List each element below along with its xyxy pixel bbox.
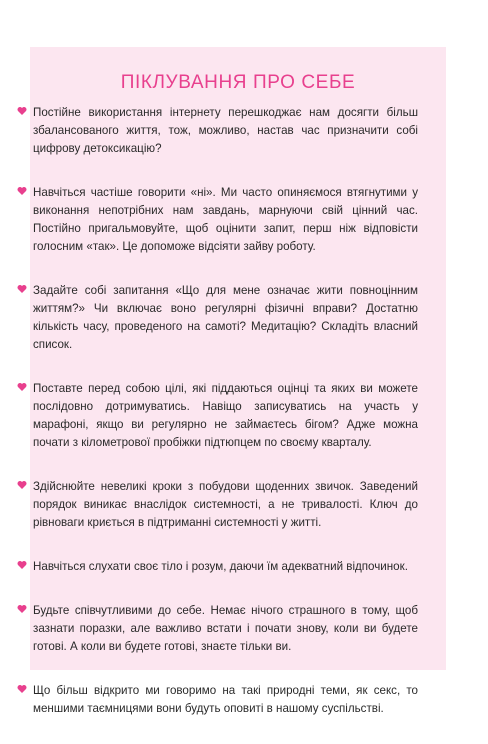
tip-text: Навчіться частіше говорити «ні». Ми часто опиняємося втягнутими у виконання непотрібних нам завдань, марнуючи свій цінний час. Постійно пригальмовуйте, щоб оцінити запит, перш ніж відповісти голосним «так». Це допоможе відсіяти зайву роботу. [33,186,418,253]
heart-icon [17,382,27,392]
heart-icon [17,560,27,570]
tip-text: Задайте собі запитання «Що для мене означає жити повноцінним життям?» Чи включає воно регулярні фізичні вправи? Достатню кількість часу, проведеного на самоті? Медитацію? Складіть власний список. [33,284,418,351]
heart-icon [17,186,27,196]
heart-icon [17,684,27,694]
heart-icon [17,480,27,490]
list-item [33,380,418,452]
tip-text: Здійснюйте невеликі кроки з побудови щоденних звичок. Заведений порядок виникає внаслідок системності, а не тривалості. Ключ до рівноваги криється в підтриманні системності у житті. [33,480,418,529]
heart-icon [17,604,27,614]
list-item [33,478,418,532]
heart-icon [17,106,27,116]
heart-icon [17,284,27,294]
list-item [33,104,418,158]
list-item [33,184,418,256]
tip-text: Навчіться слухати своє тіло і розум, даючи їм адекватний відпочинок. [33,560,408,573]
tip-text: Що більш відкрито ми говоримо на такі природні теми, як секс, то меншими таємницями вони будуть оповиті в нашому суспільстві. [33,684,418,715]
list-item [33,602,418,656]
list-item [33,682,418,718]
list-item [33,558,418,576]
tip-text: Поставте перед собою цілі, які піддаються оцінці та яких ви можете послідовно дотримуватись. Навіщо записуватись на участь у марафоні, якщо ви регулярно не займаєтесь бігом? Адже можна почати з кілометрової пробіжки підтюпцем по своєму кварталу. [33,382,418,449]
tip-text: Будьте співчутливими до себе. Немає нічого страшного в тому, щоб зазнати поразки, але важливо встати і почати знову, коли ви будете готові. А коли ви будете готові, знаєте тільки ви. [33,604,418,653]
list-item [33,282,418,354]
tips-list [33,104,418,744]
tip-text: Постійне використання інтернету перешкоджає нам досягти більш збалансованого життя, тож, можливо, настав час призначити собі цифрову детоксикацію? [33,106,418,155]
page-title: ПІКЛУВАННЯ ПРО СЕБЕ [120,72,356,93]
